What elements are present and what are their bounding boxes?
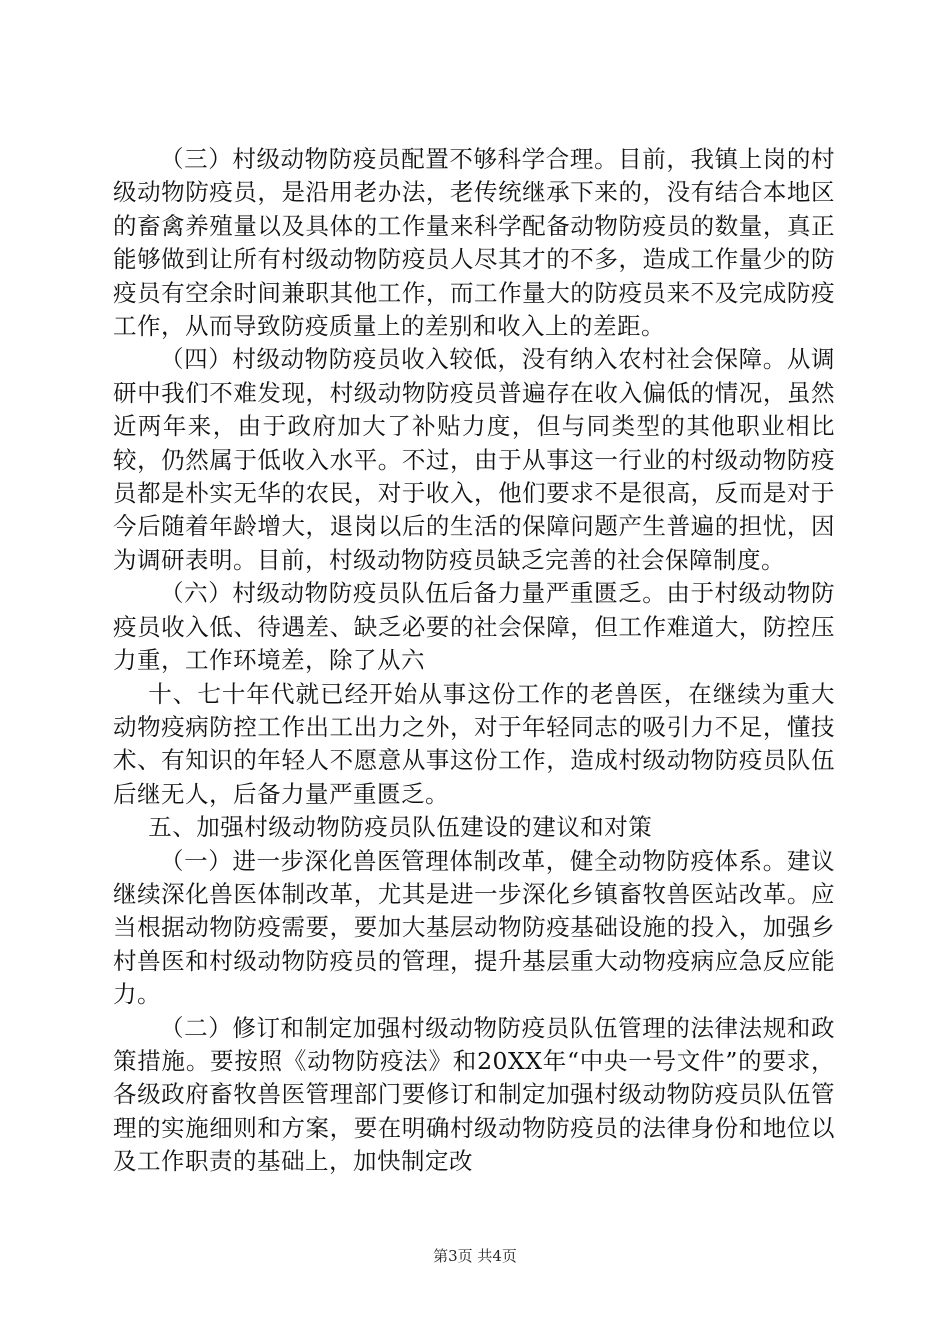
section-heading-five: 五、加强村级动物防疫员队伍建设的建议和对策 [148, 813, 653, 842]
paragraph-one: （一）进一步深化兽医管理体制改革，健全动物防疫体系。建议继续深化兽医体制改革，尤其是进一步深化乡镇畜牧兽医站改革。应当根据动物防疫需要，要加大基层动物防疫基础设施的投入，加强乡村兽医和村级动物防疫员的管理，提升基层重大动物疫病应急反应能力。 [113, 846, 835, 1009]
paragraph-three: （三）村级动物防疫员配置不够科学合理。目前，我镇上岗的村级动物防疫员，是沿用老办法，老传统继承下来的，没有结合本地区的畜禽养殖量以及具体的工作量来科学配备动物防疫员的数量，真正能够做到让所有村级动物防疫员人尽其才的不多，造成工作量少的防疫员有空余时间兼职其他工作，而工作量大的防疫员来不及完成防疫工作，从而导致防疫质量上的差别和收入上的差距。 [113, 145, 835, 341]
paragraph-six-continued: 十、七十年代就已经开始从事这份工作的老兽医，在继续为重大动物疫病防控工作出工出力之外，对于年轻同志的吸引力不足，懂技术、有知识的年轻人不愿意从事这份工作，造成村级动物防疫员队伍后继无人，后备力量严重匮乏。 [113, 679, 835, 808]
paragraph-six: （六）村级动物防疫员队伍后备力量严重匮乏。由于村级动物防疫员收入低、待遇差、缺乏必要的社会保障，但工作难道大，防控压力重，工作环境差，除了从六 [113, 579, 835, 675]
document-body [113, 143, 835, 1179]
page-number-footer: 第3页 共4页 [433, 1247, 517, 1265]
paragraph-four: （四）村级动物防疫员收入较低，没有纳入农村社会保障。从调研中我们不难发现，村级动物防疫员普遍存在收入偏低的情况，虽然近两年来，由于政府加大了补贴力度，但与同类型的其他职业相比较，仍然属于低收入水平。不过，由于从事这一行业的村级动物防疫员都是朴实无华的农民，对于收入，他们要求不是很高，反而是对于今后随着年龄增大，退岗以后的生活的保障问题产生普遍的担忧，因为调研表明。目前，村级动物防疫员缺乏完善的社会保障制度。 [113, 345, 835, 574]
paragraph-two: （二）修订和制定加强村级动物防疫员队伍管理的法律法规和政策措施。要按照《动物防疫法》和20XX年“中央一号文件”的要求，各级政府畜牧兽医管理部门要修订和制定加强村级动物防疫员队伍管理的实施细则和方案，要在明确村级动物防疫员的法律身份和地位以及工作职责的基础上，加快制定改 [113, 1013, 835, 1176]
